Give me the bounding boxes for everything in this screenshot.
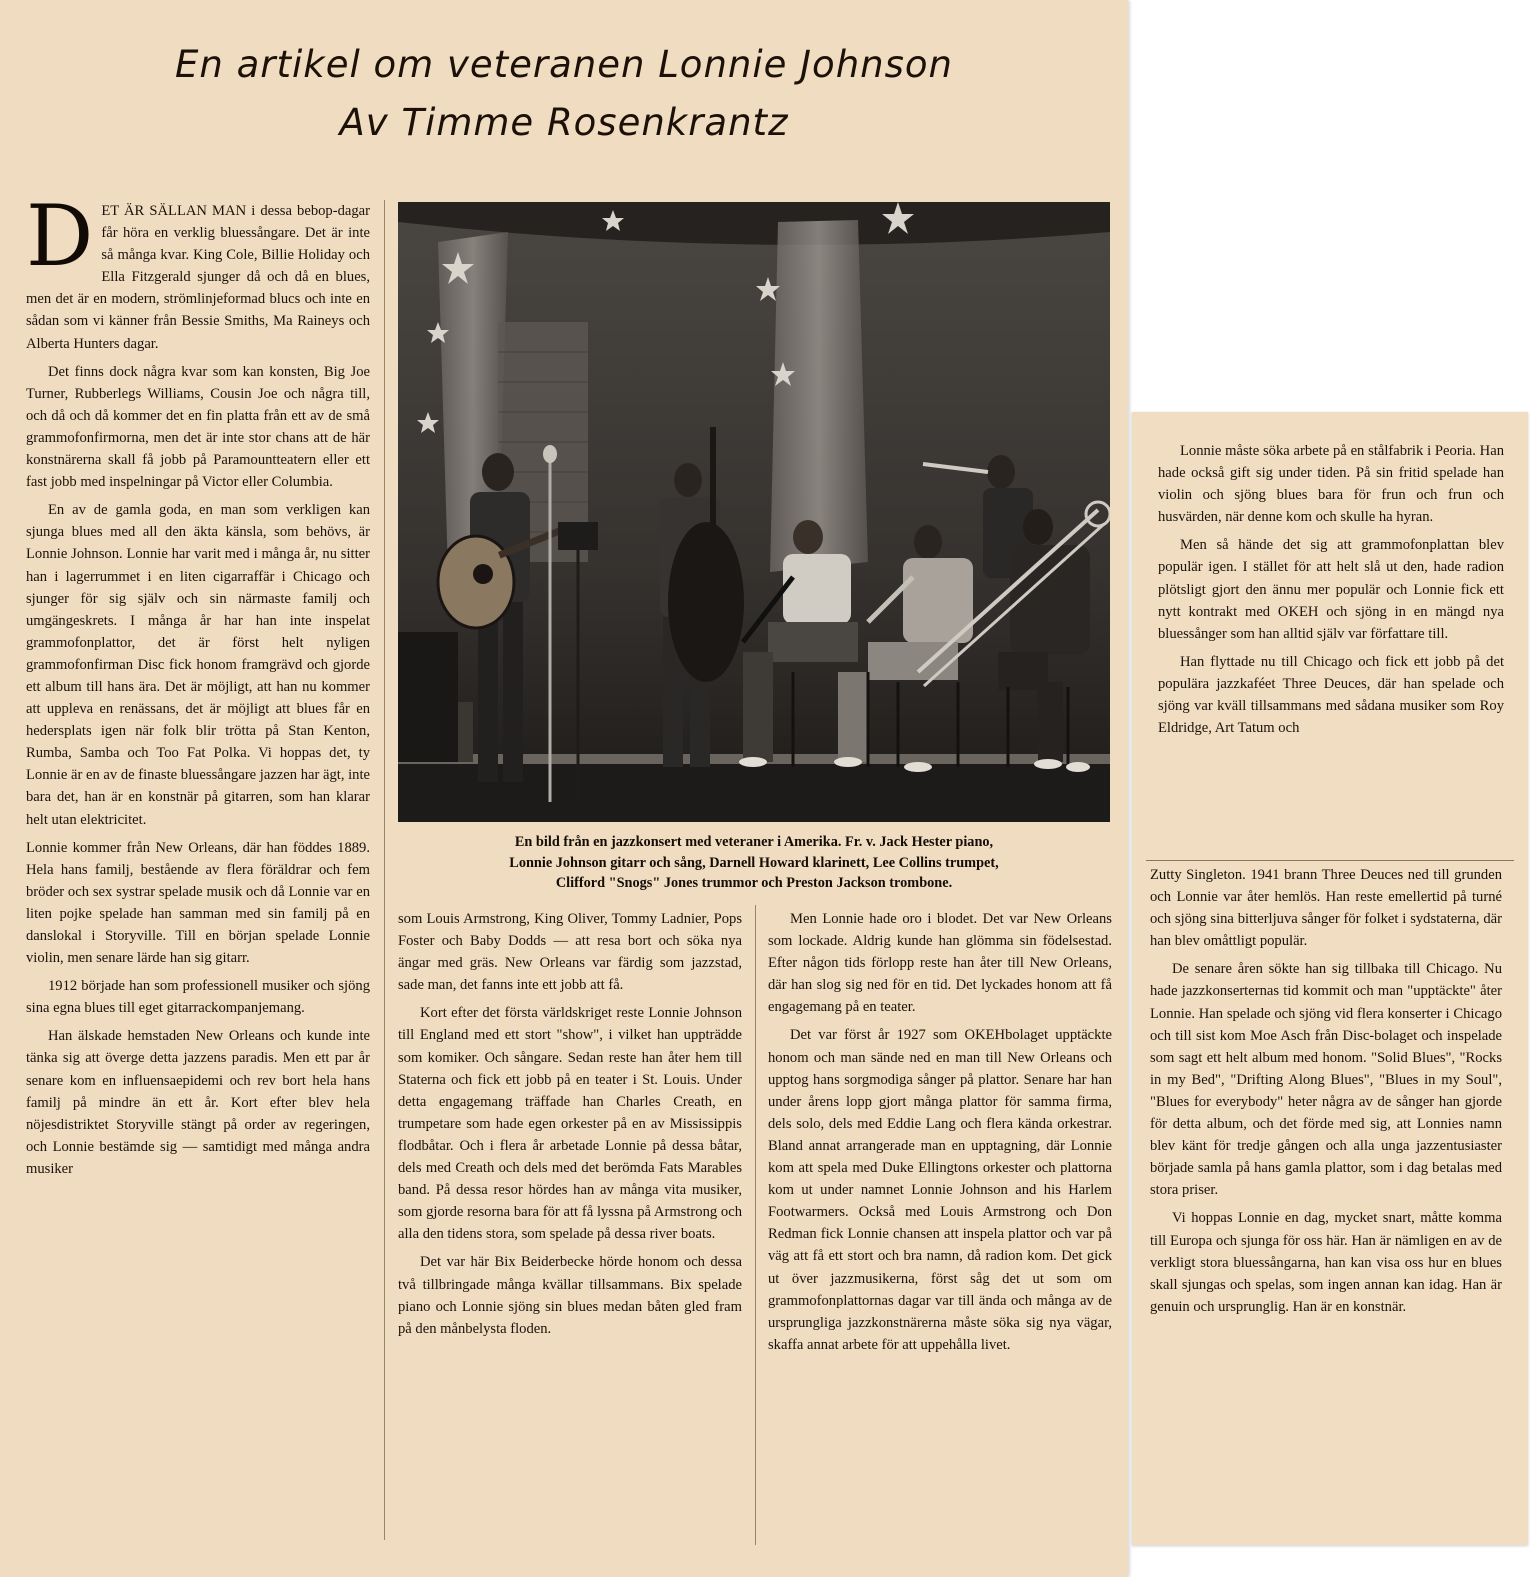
clipping-seam (1146, 860, 1514, 861)
paragraph: som Louis Armstrong, King Oliver, Tommy Ladnier, Pops Foster och Baby Dodds — att resa bort och söka nya ängar med gräs. New Orleans var färdig som jazzstad, sade man, det fanns inte ett jobb att få. (398, 911, 742, 994)
paragraph: Det finns dock några kvar som kan konsten, Big Joe Turner, Rubberlegs Williams, Cousin Joe och några till, och då och då kommer det en fin platta från ett av de små grammofonfirmorna, men det är inte stor chans att de här konstnärerna skall få jobb på Paramountteatern eller ett fast jobb med inspelningar på Victor eller Columbia. (26, 363, 370, 491)
paragraph: De senare åren sökte han sig tillbaka till Chicago. Nu hade jazzkonserternas tid kommit och man "upptäckte" åter Lonnie. Han spelade och sjöng vid flera konserter i Chicago och till sist kom Moe Asch från Disc-bolaget och inspelade som sagt ett helt album med honom. "Solid Blues", "Rocks in my Bed", "Drifting Along Blues", "Blues in my Soul", "Blues for everybody" heter några av de sånger han gjorde för detta album, och det förde med sig, att Lonnies namn blev känt för tredje gången och alla unga jazzentusiaster började samla på hans gamla plattor, som i dag betalas med stora priser. (1150, 961, 1502, 1199)
paragraph (26, 187, 370, 355)
caption-line: Lonnie Johnson gitarr och sång, Darnell Howard klarinett, Lee Collins trumpet, (509, 854, 999, 871)
headline-title: En artikel om veteranen Lonnie Johnson (175, 43, 953, 86)
paragraph: Vi hoppas Lonnie en dag, mycket snart, måtte komma till Europa och sjunga för oss här. Han är nämligen en av de verkligt stora bluessångarna, han kan visa oss hur en blues skall sjungas och spelas, som ingen annan kan idag. Han är genuin och ursprunglig. Han är en konstnär. (1150, 1210, 1502, 1315)
paragraph: Kort efter det första världskriget reste Lonnie Johnson till England med ett stort "show", i vilket han uppträdde som komiker. Och sångare. Sedan reste han åter hem till Staterna och fick ett jobb på en teater i St. Louis. Under detta engagemang träffade han Charles Creath, en trumpetare som hade egen orkester på en av Mississippis flodbåtar. Och i flera år arbetade Lonnie på dessa båtar, dels med Creath och dels med det berömda Fats Marables band. På dessa resor hördes han av många vita musiker, som gjorde resorna bara för att få lyssna på Armstrong och alla den tidens stora, som spelade på dessa river boats. (398, 1005, 742, 1243)
caption-line: En bild från en jazzkonsert med veteraner i Amerika. Fr. v. Jack Hester piano, (514, 834, 994, 850)
article-column-1 (26, 187, 371, 1540)
paragraph: En av de gamla goda, en man som verkligen kan sjunga blues med all den äkta känsla, som behövs, är Lonnie Johnson. Lonnie har varit med i många år, nu sitter han i lagerrummet i en liten cigarraffär i Chicago och sjunger för sig själv och sin närmaste familj och umgängeskrets. I många år har han inte inspelat grammofonplattor, det är först helt nyligen grammofonfirman Disc fick honom framgrävd och gjorde ett album till hans ära. Det är möjligt, att han nu kommer att uppleva en renässans, det är möjligt att blues får en hedersplats igen när folk blir trötta på Stan Kenton, Rumba, Samba och Too Fat Polka. Vi hoppas det, ty Lonnie är en av de finaste bluessångare jazzen har ägt, inte bara det, han är en konstnär på gitarren, som han klarar helt utan elektricitet. (26, 502, 371, 828)
paragraph: 1912 började han som professionell musiker och sjöng sina egna blues till eget gitarrackompanjemang. (26, 978, 370, 1017)
article-headline (0, 36, 1128, 152)
photo-caption (398, 832, 1110, 894)
paragraph: Men Lonnie hade oro i blodet. Det var New Orleans som lockade. Aldrig kunde han glömma sin födelsestad. Efter någon tids förlopp reste han åter till New Orleans, där han slog sig ned för en tid. Det lyckades honom att få engagemang på en teater. (768, 911, 1112, 1016)
concert-photo (398, 202, 1110, 822)
paragraph: Zutty Singleton. 1941 brann Three Deuces ned till grunden och Lonnie var åter hemlös. Han reste emellertid på turné och sjöng sina bitterljuva sånger för folket i sydstaterna, där han blev omåttligt populär. (1150, 867, 1502, 950)
paragraph-text: ET ÄR SÄLLAN MAN i dessa bebop-dagar får höra en verklig bluessångare. Det är inte så många kvar. King Cole, Billie Holiday och Ella Fitzgerald sjunger då och då en blues, men det är en modern, strömlinjeformad blucs och inte en sådan som vi känner från Bessie Smiths, Ma Raineys och Alberta Hunters dagar. (26, 203, 370, 352)
headline-byline: Av Timme Rosenkrantz (339, 101, 789, 144)
column-rule (755, 905, 756, 1545)
paragraph: Han flyttade nu till Chicago och fick ett jobb på det populära jazzkaféet Three Deuces, där han spelade och sjöng var kväll tillsammans med sådana musiker som Roy Eldridge, Art Tatum och (1158, 653, 1504, 737)
article-column-2 (398, 908, 742, 1548)
paragraph: Lonnie kommer från New Orleans, där han föddes 1889. Hela hans familj, bestående av flera föräldrar och fem bröder och sex systrar spelade musik och då Lonnie var en liten pojke spelade han samman med sin familj på en danslokal i Storyville. Till en början spelade Lonnie violin, men senare lärde han sig gitarr. (26, 839, 370, 967)
caption-line: Clifford "Snogs" Jones trummor och Preston Jackson trombone. (555, 875, 953, 891)
paragraph: Det var först år 1927 som OKEHbolaget upptäckte honom och man sände ned en man till New Orleans och upptog hans sorgmodiga sånger på plattor. Senare har han under årens lopp gjort många plattor för samma firma, dels solo, dels med Eddie Lang och flera kända orkestrar. Bland annat arrangerade man en upptagning, där Lonnie kom att spela med Duke Ellingtons orkester och plattorna kom ut under namnet Lonnie Johnson and his Harlem Footwarmers. Också med Louis Armstrong och Don Redman fick Lonnie chansen att inspela plattor och var på väg att få ett stort och bra namn, då radion kom. Det gick ut över jazzmusikerna, först såg det ut som om grammofonplattornas dagar var till ända och många av de ursprungliga jazzkonstnärerna måste söka sig nya vägar, skaffa annat arbete för att uppehålla livet. (768, 1027, 1112, 1353)
drop-cap: D (26, 187, 94, 285)
paragraph: Det var här Bix Beiderbecke hörde honom och dessa två tillbringade många kvällar tillsammans. Bix spelade piano och Lonnie sjöng sin blues medan båten gled fram på den månbelysta floden. (398, 1254, 742, 1337)
concert-photo-illustration (398, 202, 1110, 822)
article-column-3 (768, 908, 1112, 1568)
paragraph: Han älskade hemstaden New Orleans och kunde inte tänka sig att överge detta jazzens paradis. Men ett par år senare kom en influensaepidemi och rev bort hela hans familj på mindre än ett år. Kort efter blev hela nöjesdistriktet Storyville stängt på order av regeringen, och Lonnie bestämde sig — samtidigt med många andra musiker (26, 1028, 370, 1177)
paragraph: Men så hände det sig att grammofonplattan blev populär igen. I stället för att helt slå ut den, hade radion plötsligt gjort den ännu mer populär och Lonnie fick ett nytt kontrakt med OKEH och sjöng in en mängd nya bluessånger som han alltid själv var författare till. (1158, 537, 1504, 642)
side-column-bottom (1150, 864, 1502, 1544)
column-rule (384, 200, 385, 1540)
side-column-top (1158, 440, 1504, 860)
paragraph: Lonnie måste söka arbete på en stålfabrik i Peoria. Han hade också gift sig under tiden. På sin fritid spelade han violin och sjöng blues bara för frun och frun och husvärden, när denne kom och skulle ha hyran. (1158, 443, 1504, 526)
